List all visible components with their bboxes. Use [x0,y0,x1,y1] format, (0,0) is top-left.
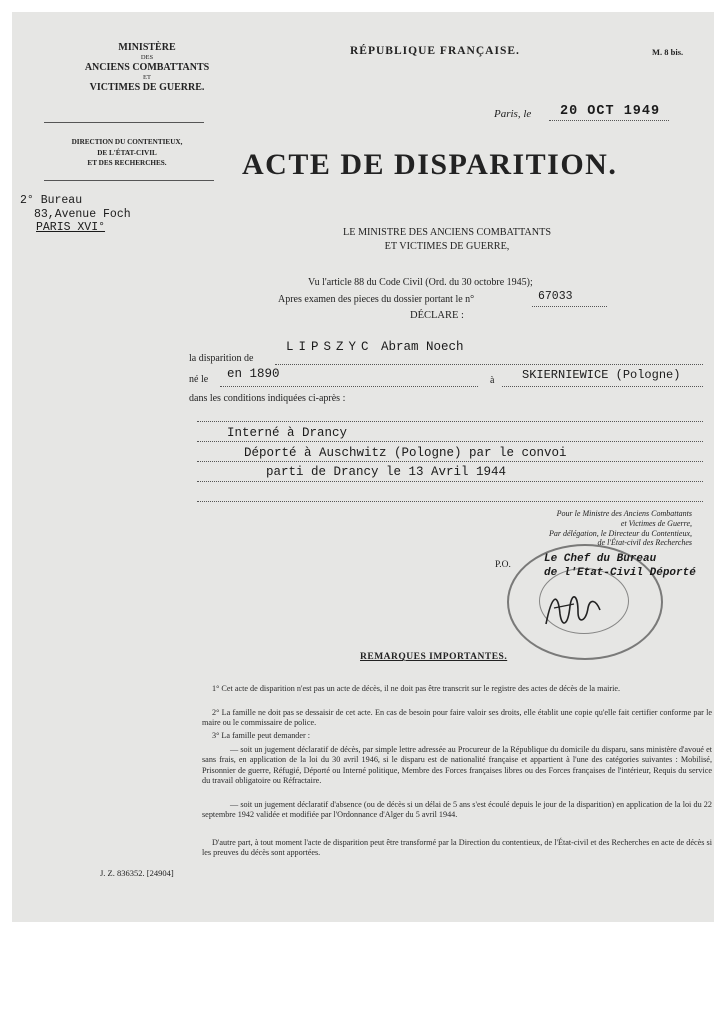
remark-4: D'autre part, à tout moment l'acte de disparition peut être transformé par la Direction du contentieux, de l'État-civil et des Recherches en acte de décès si les preuves du décès sont apportées. [202,838,712,858]
dossier-number: 67033 [538,290,573,303]
ministry-line-5: VICTIMES DE GUERRE. [89,82,205,93]
signature-authority-1: Pour le Ministre des Anciens Combattants [556,509,692,518]
conditions-line-top [197,421,703,422]
legal-basis: Vu l'article 88 du Code Civil (Ord. du 30 octobre 1945); [308,277,533,288]
header-divider [44,122,204,123]
signatory-line-2: de l'Etat-Civil Déporté [544,567,696,579]
given-names: Abram Noech [381,340,464,354]
signatory-line-1: Le Chef du Bureau [544,553,657,565]
signature-authority-4: de l'État-civil des Recherches [597,538,692,548]
authority-line-2: ET VICTIMES DE GUERRE, [384,241,510,252]
remarks-heading: REMARQUES IMPORTANTES. [360,652,508,662]
condition-line-1: Interné à Drancy [227,426,348,440]
birth-place-line [502,386,703,387]
disappearance-label: la disparition de [189,353,254,364]
born-label: né le [189,374,209,385]
birth-place-label: à [490,375,495,386]
date-stamp: 20 OCT 1949 [560,104,661,119]
dossier-label: Apres examen des pieces du dossier portant le n° [278,294,475,305]
condition-line-3: parti de Drancy le 13 Avril 1944 [266,465,507,479]
conditions-line-4 [197,501,703,502]
form-reference: M. 8 bis. [652,47,684,57]
signature-authority [452,509,692,548]
dossier-line [532,306,607,307]
date-line [549,120,669,121]
direction-divider [44,180,214,181]
signature-authority-2: et Victimes de Guerre, [620,518,692,528]
surname: LIPSZYC [286,340,374,354]
bureau-line-3: PARIS XVI° [36,221,106,234]
conditions-line-3 [197,481,703,482]
name-line [275,364,703,365]
signature-authority-3: Par délégation, le Directeur du Contentieux, [548,528,692,538]
declare-label: DÉCLARE : [410,310,464,321]
remark-3: 3° La famille peut demander : [212,731,311,740]
print-reference: J. Z. 836352. [24904] [100,868,174,878]
bureau-address [20,194,131,235]
ministry-header [52,42,242,94]
direction-line-2: DE L'ÉTAT-CIVIL [97,148,157,157]
conditions-line-1 [197,441,703,442]
republic-heading: RÉPUBLIQUE FRANÇAISE. [350,45,520,57]
authority-line-1: LE MINISTRE DES ANCIENS COMBATTANTS [342,227,552,238]
person-name [286,340,464,354]
direction-line-1: DIRECTION DU CONTENTIEUX, [71,138,183,146]
po-label: P.O. [495,560,511,570]
handwritten-signature [540,584,610,634]
bureau-line-1: 2° Bureau [20,194,83,207]
ministry-line-4: ET [143,74,151,81]
ministry-line-1: MINISTÈRE [118,42,176,53]
place-label: Paris, le [494,108,532,120]
remark-2: 2° La famille ne doit pas se dessaisir de cet acte. En cas de besoin pour faire valoir ses droits, elle établit une copie qu'elle fait certifier conforme par le maire ou le commissaire de police. [202,708,712,728]
conditions-label: dans les conditions indiquées ci-après : [189,393,346,404]
signatory-title [544,552,696,580]
remark-3b: — soit un jugement déclaratif d'absence (ou de décès si un délai de 5 ans s'est écoulé depuis le jour de la disparition) en application de la loi du 22 septembre 1942 validée et modifiée par l'Ordonnance d'Alger du 5 avril 1944. [202,800,712,820]
birth-date-line [220,386,478,387]
document-sheet [12,12,714,922]
remark-1: 1° Cet acte de disparition n'est pas un acte de décès, il ne doit pas être transcrit sur le registre des actes de décès de la mairie. [212,684,621,693]
document-title: ACTE DE DISPARITION. [242,148,618,181]
condition-line-2: Déporté à Auschwitz (Pologne) par le convoi [244,446,567,460]
conditions-line-2 [197,461,703,462]
ministry-line-2: DES [140,54,154,61]
bureau-line-2: 83,Avenue Foch [34,207,131,221]
direction-line-3: ET DES RECHERCHES. [87,159,167,167]
authority-block [277,226,617,254]
ministry-line-3: ANCIENS COMBATTANTS [84,62,210,73]
birth-place: SKIERNIEWICE (Pologne) [522,368,681,382]
direction-block [42,137,212,169]
remark-3a: — soit un jugement déclaratif de décès, par simple lettre adressée au Procureur de la République du domicile du disparu, sans ministère d'avoué et sans frais, en application de la loi du 30 avril 1946, si le disparu est de nationalité française et appartient à l'une des catégories suivantes : Mobilisé, Prisonnier de guerre, Réfugié, Déporté ou Interné politique, Membre des Forces françaises libres ou des Forces françaises de l'intérieur, Requis du service du travail obligatoire ou Réfractaire. [202,745,712,785]
birth-date: en 1890 [227,367,280,381]
